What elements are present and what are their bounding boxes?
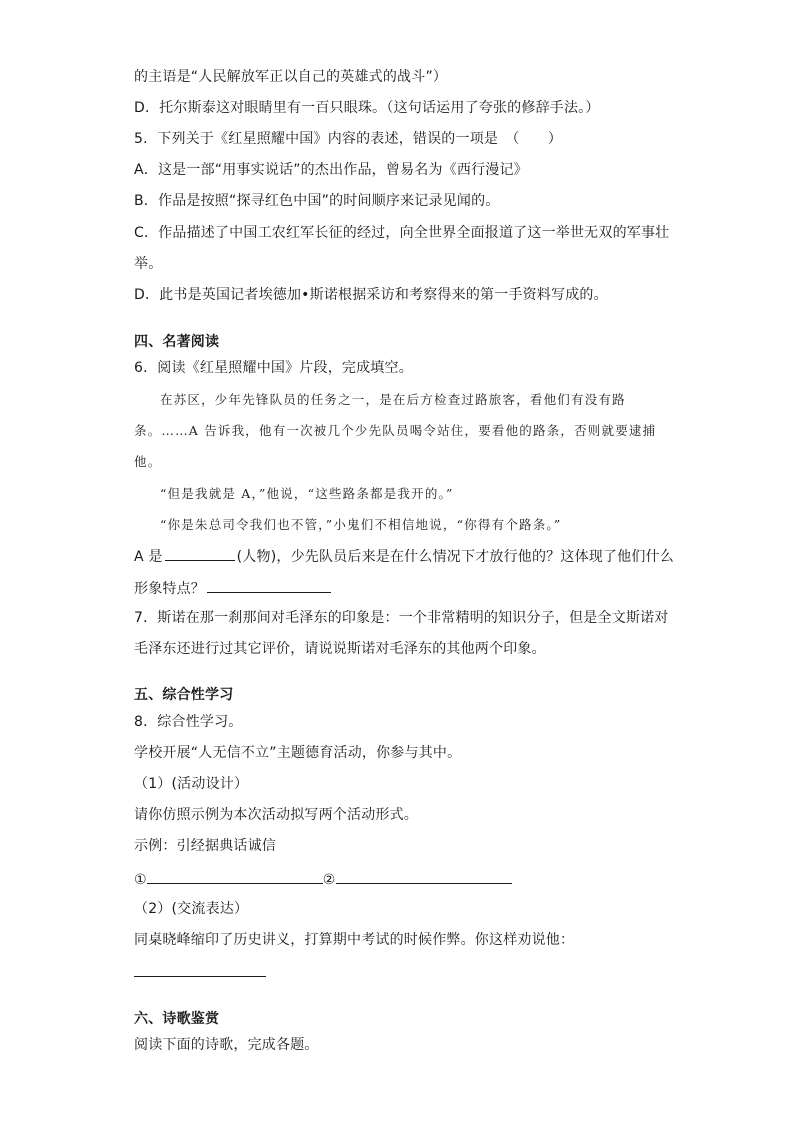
fill-blank-activity-2[interactable] bbox=[336, 869, 512, 884]
q5-option-a: A．这是一部“用事实说话”的杰出作品，曾易名为《西行漫记》 bbox=[134, 162, 528, 178]
q8-part2-label: （2）(交流表达） bbox=[134, 901, 249, 917]
fill-blank-activity-1[interactable] bbox=[147, 869, 323, 884]
excerpt-line: “但是我就是 A，”他说，“这些路条都是我开的。” bbox=[160, 486, 454, 501]
q4-continuation: 的主语是“人民解放军正以自己的英雄式的战斗”） bbox=[134, 69, 448, 85]
q5-stem: 5．下列关于《红星照耀中国》内容的表述，错误的一项是 （ ） bbox=[134, 131, 563, 147]
section-heading-4: 四、名著阅读 bbox=[134, 334, 220, 350]
section-heading-6: 六、诗歌鉴赏 bbox=[134, 1011, 220, 1027]
q6-stem: 6．阅读《红星照耀中国》片段，完成填空。 bbox=[134, 360, 413, 376]
circled-number-1: ① bbox=[134, 872, 147, 888]
excerpt-line: “你是朱总司令我们也不管，”小鬼们不相信地说，“你得有个路条。” bbox=[160, 517, 562, 532]
q8-part2-task: 同桌晓峰缩印了历史讲义，打算期中考试的时候作弊。你这样劝说他： bbox=[134, 932, 575, 948]
circled-number-2: ② bbox=[322, 872, 336, 888]
q5-option-d: D．此书是英国记者埃德加•斯诺根据采访和考察得来的第一手资料写成的。 bbox=[134, 287, 608, 303]
q6-answer-question: (人物)，少先队员后来是在什么情况下才放行他的？这体现了他们什么 bbox=[236, 549, 674, 565]
q6-answer-line1 bbox=[134, 546, 674, 566]
section-heading-5: 五、综合性学习 bbox=[134, 687, 234, 703]
q6-answer-prefix: A 是 bbox=[134, 549, 163, 565]
q5-option-c-line1: C．作品描述了中国工农红军长征的经过，向全世界全面报道了这一举世无双的军事壮 bbox=[134, 225, 670, 241]
q8-intro: 学校开展“人无信不立”主题德育活动，你参与其中。 bbox=[134, 745, 462, 761]
excerpt-line: 在苏区，少年先锋队员的任务之一，是在后方检查过路旅客，看他们有没有路 bbox=[160, 392, 626, 407]
excerpt-line: 他。 bbox=[134, 454, 162, 469]
fill-blank-traits[interactable] bbox=[207, 578, 331, 593]
q8-answer-blanks bbox=[134, 869, 512, 889]
q9-stem: 阅读下面的诗歌，完成各题。 bbox=[134, 1037, 319, 1053]
q5-option-c-line2: 举。 bbox=[134, 256, 163, 272]
q5-option-b: B．作品是按照“探寻红色中国”的时间顺序来记录见闻的。 bbox=[134, 193, 500, 209]
excerpt-line: 条。……A 告诉我，他有一次被几个少先队员喝令站住，要看他的路条，否则就要逮捕 bbox=[134, 423, 657, 438]
q6-answer-prefix: 形象特点？ bbox=[134, 581, 205, 597]
q6-answer-line2 bbox=[134, 578, 331, 598]
q8-stem: 8．综合性学习。 bbox=[134, 714, 243, 730]
q7-line1: 7．斯诺在那一刹那间对毛泽东的印象是：一个非常精明的知识分子，但是全文斯诺对 bbox=[134, 610, 669, 626]
q8-part1-task: 请你仿照示例为本次活动拟写两个活动形式。 bbox=[134, 807, 418, 823]
q7-line2: 毛泽东还进行过其它评价，请说说斯诺对毛泽东的其他两个印象。 bbox=[134, 641, 546, 657]
q4-option-d: D．托尔斯泰这对眼睛里有一百只眼珠。（这句话运用了夸张的修辞手法。） bbox=[134, 100, 600, 116]
q8-example: 示例：引经据典话诚信 bbox=[134, 838, 276, 854]
fill-blank-person[interactable] bbox=[165, 546, 235, 561]
q8-part1-label: （1）(活动设计） bbox=[134, 776, 249, 792]
q8-answer-line bbox=[134, 962, 266, 982]
fill-blank-persuasion[interactable] bbox=[134, 962, 266, 977]
